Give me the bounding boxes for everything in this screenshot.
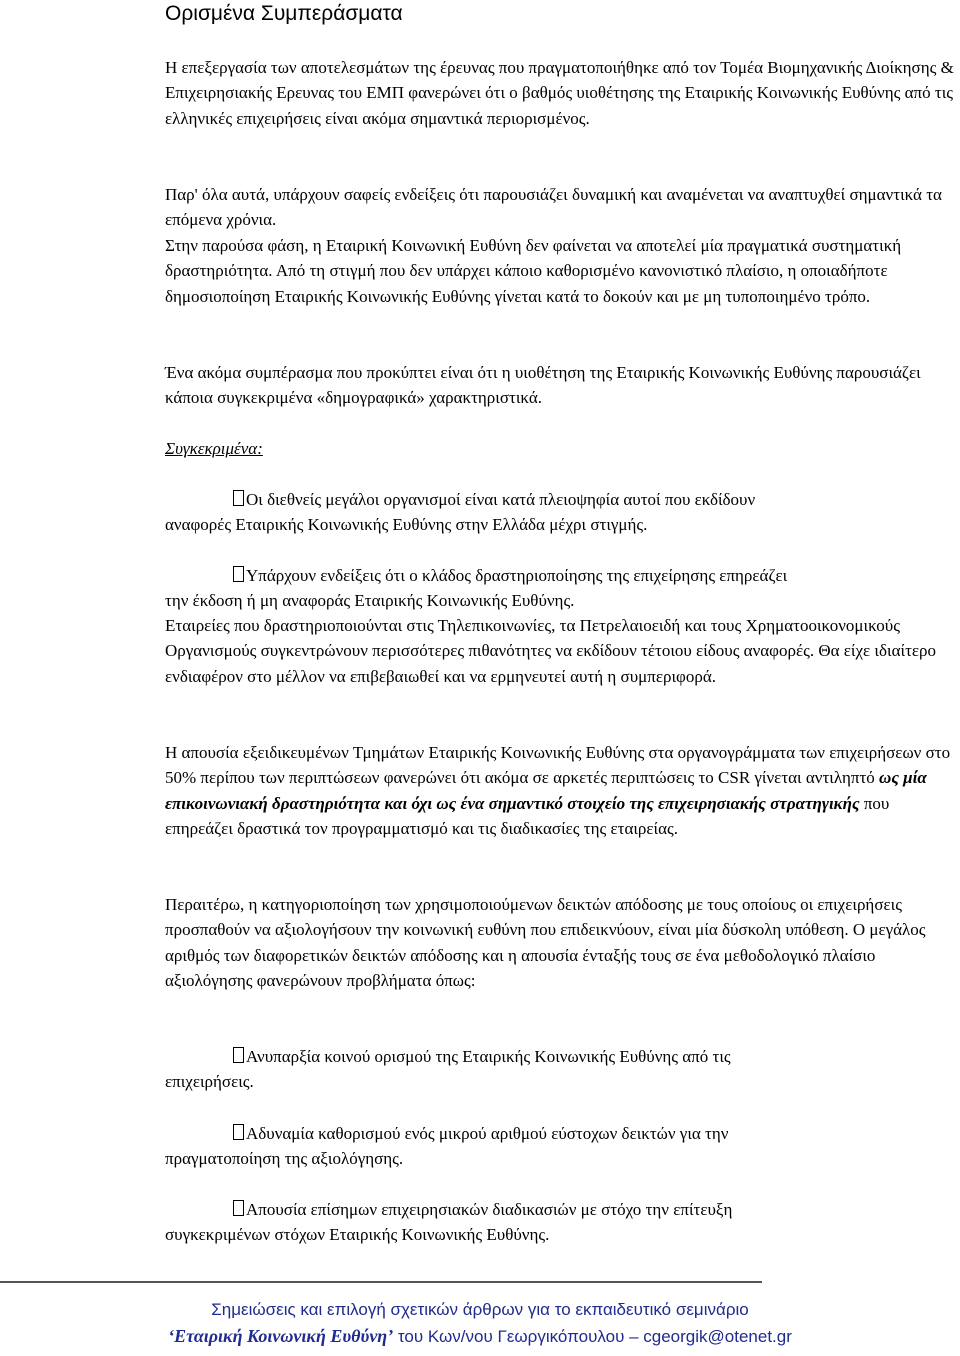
bullet-item-5: Απουσία επίσημων επιχειρησιακών διαδικασιών με στόχο την επίτευξη συγκεκριμένων στόχων Εταιρικής Κοινωνικής Ευθύνης.	[165, 1200, 733, 1245]
paragraph-demographics: Ένα ακόμα συμπέρασμα που προκύπτει είναι ότι η υιοθέτηση της Εταιρικής Κοινωνικής Ευθύνης παρουσιάζει κάποια συγκεκριμένα «δημογραφικά» χαρακτηριστικά.	[165, 363, 921, 408]
paragraph-dynamics: Παρ' όλα αυτά, υπάρχουν σαφείς ενδείξεις ότι παρουσιάζει δυναμική και αναμένεται να αναπτυχθεί σημαντικά τα επόμενα χρόνια.	[165, 185, 942, 230]
paragraph-current-phase: Στην παρούσα φάση, η Εταιρική Κοινωνική Ευθύνη δεν φαίνεται να αποτελεί μία πραγματικά συστηματική δραστηριότητα. Από τη στιγμή που δεν υπάρχει κάποιο καθορισμένο κανονιστικό πλαίσιο, η οποιαδήποτε δημοσιοποίηση Εταιρικής Κοινωνικής Ευθύνης γίνεται κατά το δοκούν και με μη τυποποιημένο τρόπο.	[165, 236, 902, 306]
paragraph-indicators: Περαιτέρω, η κατηγοριοποίηση των χρησιμοποιούμενων δεικτών απόδοσης με τους οποίους οι επιχειρήσεις προσπαθούν να αξιολογήσουν την κοινωνική ευθύνη που επιδεικνύουν, είναι μία δύσκολη υπόθεση. Ο μεγάλος αριθμός των διαφορετικών δεικτών απόδοσης και η απουσία ένταξής τους σε ένα μεθοδολογικό πλαίσιο αξιολόγησης φανερώνουν προβλήματα όπως:	[165, 895, 926, 990]
paragraph-departments: Η απουσία εξειδικευμένων Τμημάτων Εταιρικής Κοινωνικής Ευθύνης στα οργανογράμματα των επιχειρήσεων στο 50% περίπου των περιπτώσεων φανερώνει ότι ακόμα σε αρκετές περιπτώσεις το CSR γίνεται αντιληπτό ως μία επικοινωνιακή δραστηριότητα και όχι ως ένα σημαντικό στοιχείο της επιχειρησιακής στρατηγικής που επηρεάζει δραστικά τον προγραμματισμό και τις διαδικασίες της εταιρείας.	[165, 743, 951, 838]
footer-line-1: Σημειώσεις και επιλογή σχετικών άρθρων για το εκπαιδευτικό σεμινάριο	[211, 1300, 749, 1319]
emphasis-text: ως μία επικοινωνιακή δραστηριότητα και όχι ως ένα σημαντικό στοιχείο της επιχειρησιακής στρατηγικής	[165, 768, 927, 813]
footer-line-2	[0, 1326, 960, 1347]
bullet-box-icon	[233, 490, 244, 506]
bullet-box-icon	[233, 1200, 244, 1216]
paragraph-intro: Η επεξεργασία των αποτελεσμάτων της έρευνας που πραγματοποιήθηκε από τον Τομέα Βιομηχανικής Διοίκησης & Επιχειρησιακής Ερευνας του ΕΜΠ φανερώνει ότι ο βαθμός υιοθέτησης της Εταιρικής Κοινωνικής Ευθύνης από τις ελληνικές επιχειρήσεις είναι ακόμα σημαντικά περιορισμένος.	[165, 58, 954, 128]
bullet-box-icon	[233, 566, 244, 582]
page-title: Ορισμένα Συμπεράσματα	[165, 2, 403, 25]
footer-author: του Κων/νου Γεωργικόπουλου – cgeorgik@otenet.gr	[393, 1327, 792, 1346]
bullet-item-4: Αδυναμία καθορισμού ενός μικρού αριθμού εύστοχων δεικτών για την πραγματοποίηση της αξιολόγησης.	[165, 1124, 729, 1169]
bullet-box-icon	[233, 1124, 244, 1140]
bullet-item-1: Οι διεθνείς μεγάλοι οργανισμοί είναι κατά πλειοψηφία αυτοί που εκδίδουν αναφορές Εταιρικής Κοινωνικής Ευθύνης στην Ελλάδα μέχρι στιγμής.	[165, 490, 756, 535]
footer-seminar-title: ‘Εταιρική Κοινωνική Ευθύνη’	[168, 1326, 394, 1346]
bullet-item-3: Ανυπαρξία κοινού ορισμού της Εταιρικής Κοινωνικής Ευθύνης από τις επιχειρήσεις.	[165, 1047, 731, 1092]
bullet-box-icon	[233, 1047, 244, 1063]
paragraph-sectors: Εταιρείες που δραστηριοποιούνται στις Τηλεπικοινωνίες, τα Πετρελαιοειδή και τους Χρηματοοικονομικούς Οργανισμούς συγκεντρώνουν περισσότερες πιθανότητες να εκδίδουν τέτοιου είδους αναφορές. Θα είχε ιδιαίτερο ενδιαφέρον στο μέλλον να επιβεβαιωθεί και να ερμηνευτεί αυτή η συμπεριφορά.	[165, 616, 937, 686]
bullet-item-2: Υπάρχουν ενδείξεις ότι ο κλάδος δραστηριοποίησης της επιχείρησης επηρεάζει την έκδοση ή μη αναφοράς Εταιρικής Κοινωνικής Ευθύνης.	[165, 566, 788, 611]
footer-divider	[0, 1281, 762, 1283]
section-heading: Συγκεκριμένα:	[165, 439, 263, 458]
